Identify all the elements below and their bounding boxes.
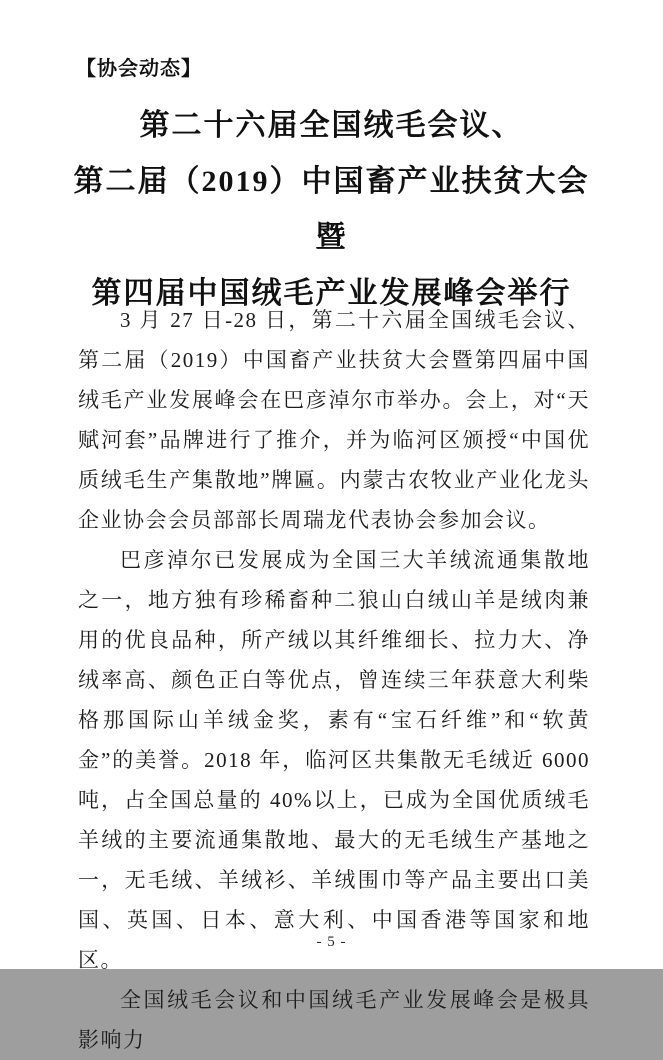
page-number: - 5 - xyxy=(316,934,347,950)
body-paragraph-1: 3 月 27 日-28 日，第二十六届全国绒毛会议、第二届（2019）中国畜产业扶贫大会暨第四届中国绒毛产业发展峰会在巴彦淖尔市举办。会上，对“天赋河套”品牌进行了推介，并为临河区颁授“中国优质绒毛生产集散地”牌匾。内蒙古农牧业产业化龙头企业协会会员部部长周瑞龙代表协会参加会议。 xyxy=(78,308,590,532)
body-paragraph-3: 全国绒毛会议和中国绒毛产业发展峰会是极具影响力 xyxy=(78,988,590,1052)
body-paragraph-2: 巴彦淖尔已发展成为全国三大羊绒流通集散地之一，地方独有珍稀畜种二狼山白绒山羊是绒肉兼用的优良品种，所产绒以其纤维细长、拉力大、净绒率高、颜色正白等优点，曾连续三年获意大利柴格那国际山羊绒金奖，素有“宝石纤维”和“软黄金”的美誉。2018 年，临河区共集散无毛绒近 6000 吨，占全国总量的 40%以上，已成为全国优质绒毛羊绒的主要流通集散地、最大的无毛绒生产基地之一，无毛绒、羊绒衫、羊绒围巾等产品主要出口美国、英国、日本、意大利、中国香港等国家和地区。 xyxy=(78,548,590,972)
title-line-3: 第四届中国绒毛产业发展峰会举行 xyxy=(91,277,572,310)
document-title xyxy=(60,98,603,322)
title-line-2: 第二届（2019）中国畜产业扶贫大会暨 xyxy=(73,165,590,254)
section-header: 【协会动态】 xyxy=(76,58,202,80)
title-line-1: 第二十六届全国绒毛会议、 xyxy=(139,109,524,142)
